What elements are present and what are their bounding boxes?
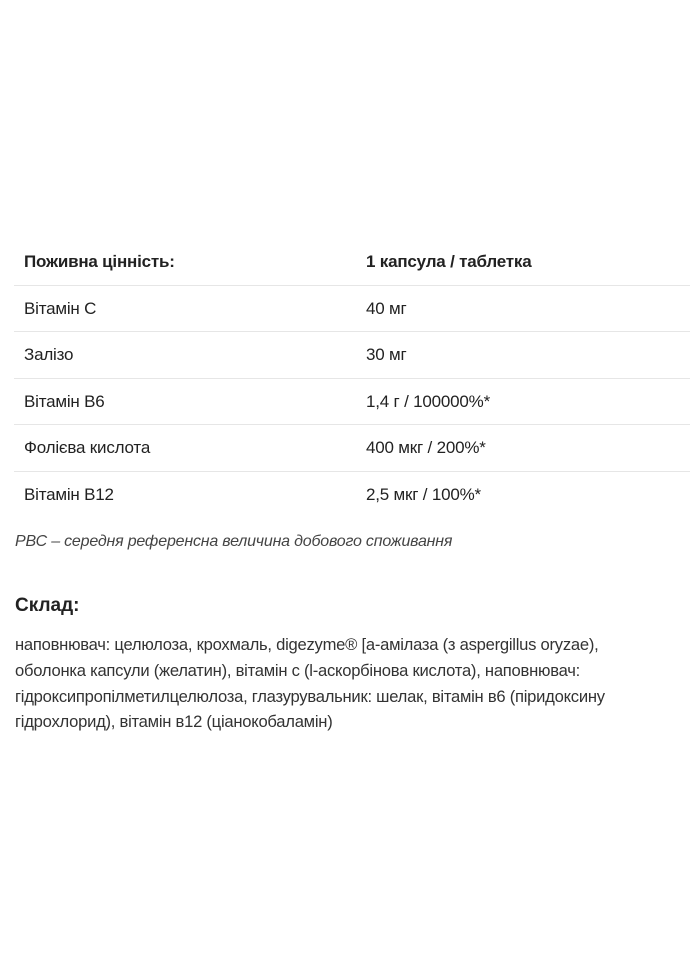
nutrient-name: Вітамін В6 (24, 391, 105, 411)
nutrient-value: 1,4 г / 100000%* (366, 391, 490, 411)
nutrient-value: 400 мкг / 200%* (366, 438, 486, 457)
table-header-row (14, 239, 690, 286)
composition-line: гідроксипропілметилцелюлоза, глазурувальник: шелак, вітамін в6 (піридоксину (15, 686, 605, 706)
table-row (14, 425, 690, 472)
nutrient-name: Вітамін С (24, 298, 97, 318)
nutrition-table (14, 239, 690, 517)
nutrient-value: 40 мг (366, 298, 407, 318)
composition-title: Склад: (15, 595, 80, 616)
header-serving: 1 капсула / таблетка (366, 252, 532, 271)
table-row (14, 379, 690, 426)
table-row (14, 472, 690, 518)
nutrient-name: Залізо (24, 345, 74, 364)
header-nutrient: Поживна цінність: (24, 252, 175, 271)
composition-line: гідрохлорид), вітамін в12 (ціанокобаламін) (15, 712, 333, 732)
nutrient-value: 2,5 мкг / 100%* (366, 484, 481, 504)
composition-line: наповнювач: целюлоза, крохмаль, digezyme® [a-амілаза (з aspergillus oryzae), (15, 635, 599, 654)
table-row (14, 332, 690, 379)
nutrient-name: Фолієва кислота (24, 438, 151, 457)
nutrient-name: Вітамін В12 (24, 484, 114, 504)
nutrient-value: 30 мг (366, 345, 407, 364)
footnote: РВС – середня референсна величина добового споживання (15, 533, 453, 550)
table-row (14, 286, 690, 333)
composition-text (15, 632, 605, 735)
composition-line: оболонка капсули (желатин), вітамін с (l-аскорбінова кислота), наповнювач: (15, 660, 580, 680)
